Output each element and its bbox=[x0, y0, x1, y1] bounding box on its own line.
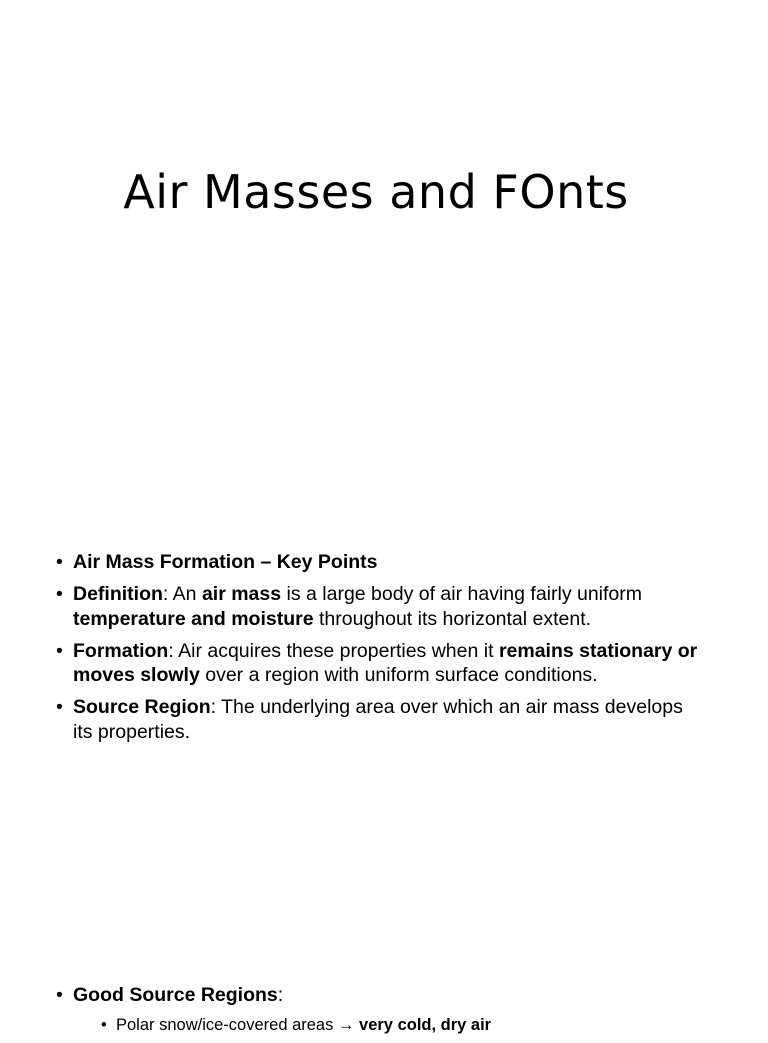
sub-bullet-list bbox=[101, 1014, 706, 1036]
bold-text-segment: Definition bbox=[73, 583, 163, 605]
bullet-text bbox=[73, 696, 683, 743]
bullet-text bbox=[73, 583, 642, 630]
bold-text-segment: temperature and moisture bbox=[73, 607, 314, 630]
bullet-item bbox=[56, 550, 706, 575]
bullet-item bbox=[56, 582, 706, 631]
text-segment: is a large body of air having fairly uniform bbox=[281, 583, 643, 605]
bullet-item bbox=[56, 639, 706, 688]
bullet-dot-icon: • bbox=[56, 696, 63, 718]
bullet-text bbox=[73, 551, 378, 573]
bold-text-segment: Good Source Regions bbox=[73, 984, 278, 1006]
bullet-dot-icon: • bbox=[56, 551, 63, 573]
bullet-dot-icon: • bbox=[56, 639, 63, 662]
bullet-text bbox=[73, 984, 283, 1006]
bullet-list-source-regions bbox=[56, 983, 706, 1043]
bold-text-segment: Source Region bbox=[73, 696, 211, 718]
text-segment: : The underlying area over which an air mass develops its properties. bbox=[73, 696, 683, 743]
bullet-dot-icon: • bbox=[101, 1015, 107, 1034]
bullet-dot-icon: • bbox=[56, 984, 63, 1006]
bullet-item bbox=[56, 695, 706, 744]
bullet-dot-icon: • bbox=[56, 583, 63, 605]
bullet-list-air-mass-formation bbox=[56, 550, 706, 752]
sub-bullet-item bbox=[101, 1014, 706, 1036]
bold-text-segment: Formation bbox=[73, 639, 169, 662]
bold-text-segment: remains stationary or moves slowly bbox=[73, 639, 698, 686]
bold-text-segment: air mass bbox=[201, 583, 282, 605]
slide-title: Air Masses and FOnts bbox=[123, 165, 629, 219]
bullet-item bbox=[56, 983, 706, 1036]
bold-text-segment: Air Mass Formation – Key Points bbox=[73, 551, 378, 573]
sub-bullet-text bbox=[116, 1016, 491, 1034]
text-segment: Polar snow/ice-covered areas → bbox=[116, 1015, 360, 1034]
text-segment: : bbox=[277, 984, 284, 1006]
bold-text-segment: very cold, dry air bbox=[359, 1015, 492, 1034]
bullet-text bbox=[73, 640, 697, 687]
text-segment: : Air acquires these properties when it bbox=[168, 639, 499, 662]
text-segment: over a region with uniform surface conditions. bbox=[199, 664, 598, 686]
text-segment: : An bbox=[162, 583, 202, 605]
text-segment: throughout its horizontal extent. bbox=[313, 607, 592, 630]
